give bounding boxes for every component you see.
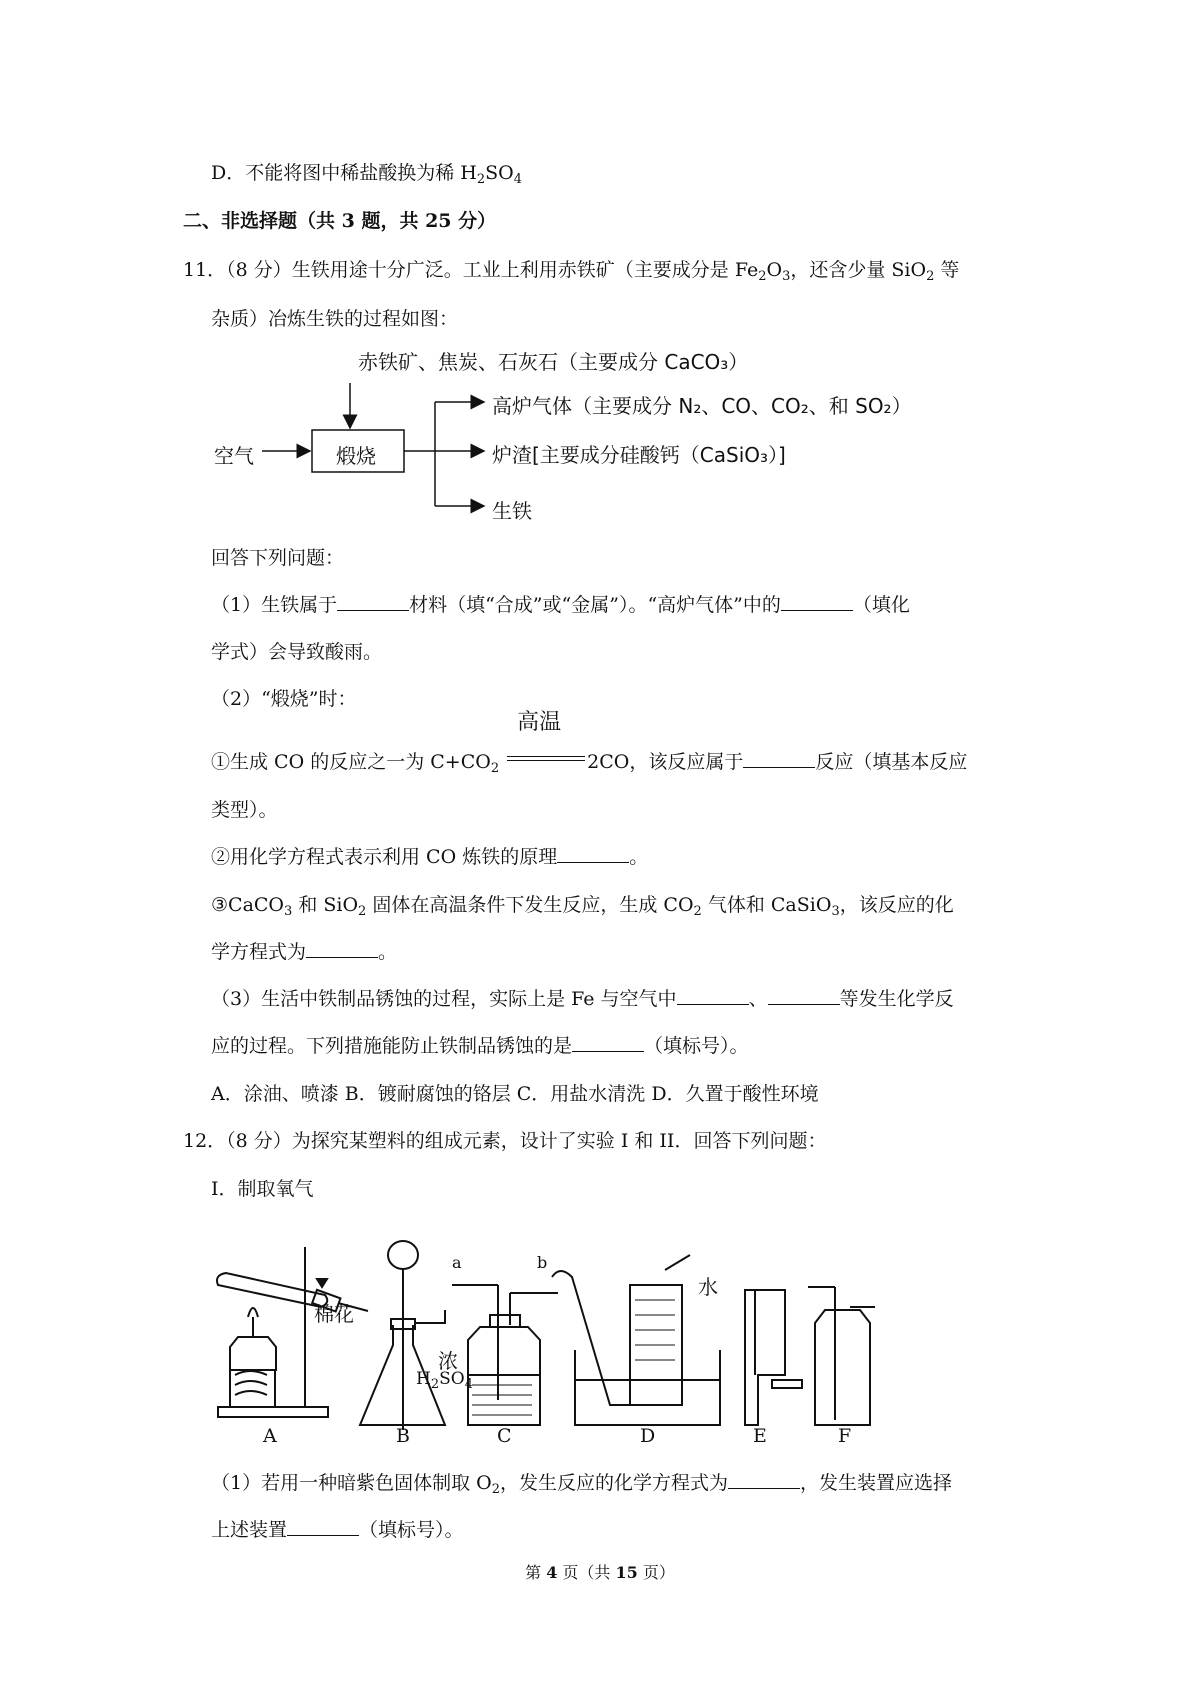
q12-part1-q1-cont <box>211 1517 464 1543</box>
q11-part2-1-cont: 类型）。 <box>211 799 278 821</box>
label-d: D <box>640 1425 656 1447</box>
q11-part2: （2）“煅烧”时： <box>211 688 357 710</box>
apparatus-f <box>808 1287 875 1425</box>
text: ②用化学方程式表示利用 CO 炼铁的原理 <box>211 846 558 868</box>
flow-out-gas: 高炉气体（主要成分 N₂、CO、CO₂、和 SO₂） <box>492 394 912 418</box>
flow-process: 煅烧 <box>336 444 376 468</box>
apparatus-e <box>745 1290 802 1425</box>
apparatus-drawing <box>210 1235 960 1450</box>
q11-part2-3 <box>211 892 954 918</box>
subscript: 3 <box>831 904 840 919</box>
subscript: 2 <box>491 1482 500 1497</box>
answer-blank <box>287 1517 359 1536</box>
answer-blank <box>743 749 815 768</box>
text: ，该反应的化 <box>839 894 954 916</box>
reaction-condition <box>507 710 585 768</box>
answer-blank <box>557 844 629 863</box>
flow-air: 空气 <box>214 444 254 468</box>
apparatus-figure <box>210 1235 960 1450</box>
text: 页） <box>637 1563 675 1582</box>
subscript: 3 <box>782 269 791 284</box>
subscript: 2 <box>693 904 702 919</box>
text: 固体在高温条件下发生反应，生成 CO <box>366 894 694 916</box>
answer-blank <box>781 592 853 611</box>
text: （1）若用一种暗紫色固体制取 O <box>211 1472 492 1494</box>
q11-part2-3-cont <box>211 939 397 965</box>
page-footer <box>0 1560 1200 1583</box>
text: H <box>416 1369 431 1389</box>
label-port-b: b <box>537 1253 548 1272</box>
page-number: 4 <box>546 1563 558 1582</box>
text: ，发生装置应选择 <box>800 1472 953 1494</box>
apparatus-c <box>452 1285 558 1425</box>
flow-out-iron: 生铁 <box>492 499 532 523</box>
text: ，还含少量 SiO <box>790 259 927 281</box>
text: 、 <box>748 988 768 1010</box>
text: 上述装置 <box>211 1519 288 1541</box>
subscript: 4 <box>464 1377 473 1392</box>
text: 气体和 CaSiO <box>701 894 832 916</box>
text: ③CaCO <box>211 894 285 916</box>
subscript: 2 <box>490 761 500 776</box>
text: SO <box>439 1369 465 1389</box>
answer-blank <box>677 986 749 1005</box>
option-d-text: D．不能将图中稀盐酸换为稀 <box>211 162 461 184</box>
q11-part3 <box>211 986 954 1012</box>
page-total: 15 <box>615 1563 638 1582</box>
q11-options: A．涂油、喷漆 B．镀耐腐蚀的铬层 C．用盐水清洗 D．久置于酸性环境 <box>211 1083 819 1105</box>
q11-part2-1 <box>211 710 968 776</box>
subscript: 2 <box>926 269 935 284</box>
apparatus-a <box>217 1247 368 1417</box>
q12-part1-q1 <box>211 1470 952 1496</box>
text: 第 <box>525 1563 547 1582</box>
subscript: 2 <box>358 904 367 919</box>
q11-part3-cont <box>211 1033 749 1059</box>
text: 等 <box>934 259 960 281</box>
label-c: C <box>497 1425 512 1447</box>
subscript: 2 <box>476 172 486 187</box>
formula: SO <box>485 162 514 184</box>
answer-blank <box>728 1470 800 1489</box>
answer-blank <box>306 939 378 958</box>
text: 学方程式为 <box>211 941 307 963</box>
text: 应的过程。下列措施能防止铁制品锈蚀的是 <box>211 1035 573 1057</box>
q12-part1-title: I．制取氧气 <box>211 1178 314 1200</box>
text: （填化 <box>852 594 910 616</box>
q11-line2: 杂质）冶炼生铁的过程如图： <box>211 308 459 330</box>
label-b: B <box>396 1425 410 1447</box>
label-water: 水 <box>698 1275 718 1299</box>
section-title: 二、非选择题（共 3 题，共 25 分） <box>183 210 497 232</box>
label-e: E <box>753 1425 767 1447</box>
text: 。 <box>629 846 649 868</box>
text: ，发生反应的化学方程式为 <box>500 1472 729 1494</box>
text: 等发生化学反 <box>839 988 954 1010</box>
flow-out-slag: 炉渣[主要成分硅酸钙（CaSiO₃）] <box>492 443 786 467</box>
text: 页（共 <box>557 1563 616 1582</box>
double-line <box>507 756 585 761</box>
text: 11．（8 分）生铁用途十分广泛。工业上利用赤铁矿（主要成分是 Fe <box>183 259 759 281</box>
subscript: 2 <box>758 269 767 284</box>
subscript: 4 <box>513 172 523 187</box>
text: （填标号）。 <box>644 1035 749 1057</box>
text: 。 <box>378 941 398 963</box>
label-conc: 浓 <box>438 1349 458 1373</box>
q12-line1: 12．（8 分）为探究某塑料的组成元素，设计了实验 I 和 II．回答下列问题： <box>183 1130 827 1152</box>
text: 材料（填“合成”或“金属”）。“高炉气体”中的 <box>409 594 781 616</box>
q11-part2-2 <box>211 844 648 870</box>
text: O <box>766 259 783 281</box>
label-cotton: 棉花 <box>314 1302 354 1326</box>
apparatus-b <box>360 1241 445 1430</box>
condition-label: 高温 <box>517 710 562 735</box>
text: ①生成 CO 的反应之一为 C+CO <box>211 751 491 773</box>
text: （填标号）。 <box>359 1519 464 1541</box>
text: 和 SiO <box>292 894 359 916</box>
q11-part1 <box>211 592 910 618</box>
q11-prompt: 回答下列问题： <box>211 547 345 569</box>
label-a: A <box>263 1425 277 1447</box>
apparatus-d <box>552 1255 720 1425</box>
subscript: 2 <box>430 1377 440 1392</box>
answer-blank <box>572 1033 644 1052</box>
label-acid <box>416 1369 473 1392</box>
answer-blank <box>337 592 409 611</box>
label-f: F <box>838 1425 852 1447</box>
answer-blank <box>768 986 840 1005</box>
text: 反应（填基本反应 <box>815 751 968 773</box>
text: （3）生活中铁制品锈蚀的过程，实际上是 Fe 与空气中 <box>211 988 677 1010</box>
subscript: 3 <box>284 904 293 919</box>
text: （1）生铁属于 <box>211 594 338 616</box>
formula: H <box>460 162 477 184</box>
q11-part1-cont: 学式）会导致酸雨。 <box>211 641 383 663</box>
text: 2CO，该反应属于 <box>587 751 744 773</box>
flow-inputs: 赤铁矿、焦炭、石灰石（主要成分 CaCO₃） <box>358 350 749 374</box>
label-port-a: a <box>452 1253 462 1272</box>
